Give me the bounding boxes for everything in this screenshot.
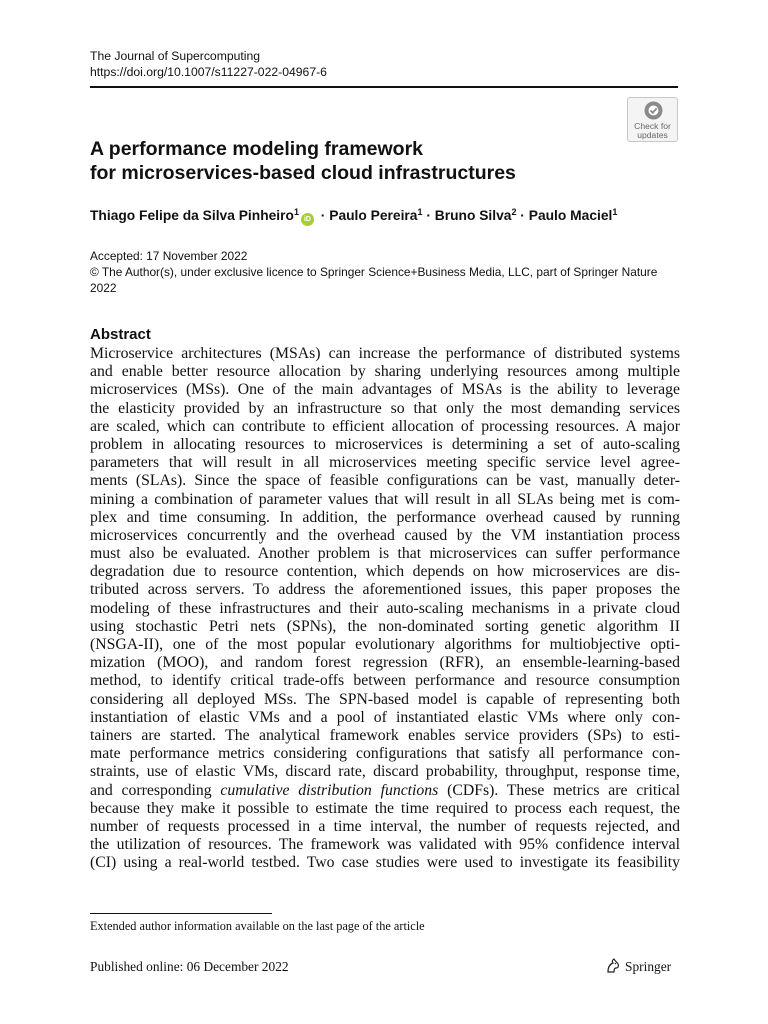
abstract-text: and corresponding (90, 781, 212, 799)
author-affiliation: 2 (511, 207, 517, 217)
author-name[interactable]: Bruno Silva (434, 208, 512, 223)
abstract-line: (CI) using a real-world testbed. Two case studies were used to investigate its feasibility (90, 854, 680, 872)
author-name[interactable]: Paulo Pereira (329, 208, 418, 223)
abstract-line: (NSGA-II), one of the most popular evolutionary algorithms for multiobjective opti- (90, 636, 680, 653)
author-name[interactable]: Thiago Felipe da Silva Pinheiro (90, 208, 294, 223)
abstract-line: modeling of these infrastructures and their auto-scaling mechanisms in a private cloud (90, 599, 680, 617)
badge-line-1: Check for (634, 121, 671, 131)
abstract-line: ments (SLAs). Since the space of feasible configurations can be vast, manually deter- (90, 472, 680, 490)
journal-name: The Journal of Supercomputing (90, 49, 261, 63)
author-separator: · (520, 208, 525, 223)
accepted-date: Accepted: 17 November 2022 (90, 249, 248, 263)
abstract-line: plex and time consuming. In addition, the performance overhead caused by running (90, 508, 680, 526)
check-for-updates-icon (644, 101, 663, 120)
abstract-line: the elasticity provided by an infrastructure so that only the most demanding services (90, 399, 680, 417)
article-meta (90, 248, 678, 296)
author-affiliation: 1 (417, 207, 423, 217)
abstract-line: Microservice architectures (MSAs) can increase the performance of distributed systems (90, 345, 680, 362)
paper-title (90, 138, 516, 185)
abstract-line: microservices (MSs). One of the main advantages of MSAs is the ability to leverage (90, 381, 680, 399)
title-line-2: for microservices-based cloud infrastructures (90, 161, 516, 184)
check-for-updates-badge[interactable] (627, 97, 678, 142)
abstract-line: degradation due to resource contention, which depends on how microservices are dis- (90, 563, 680, 581)
header-rule (90, 86, 678, 88)
author-list (90, 207, 617, 226)
doi-link[interactable]: https://doi.org/10.1007/s11227-022-04967-6 (90, 65, 327, 79)
author-affiliation: 1 (293, 207, 299, 217)
abstract-line: straints, use of elastic VMs, discard rate, discard probability, throughput, response time, (90, 763, 680, 781)
abstract-line: microservices concurrently and the overhead caused by the VM instantiation process (90, 526, 680, 544)
badge-label (628, 122, 677, 140)
abstract-body (90, 345, 680, 872)
abstract-line: considering all deployed MSs. The SPN-based model is capable of representing both (90, 690, 680, 708)
copyright-year: 2022 (90, 281, 117, 295)
copyright-line: © The Author(s), under exclusive licence to Springer Science+Business Media, LLC, part of Springer Nature (90, 265, 658, 279)
author-affiliation: 1 (612, 207, 618, 217)
footnote-rule (90, 913, 272, 914)
abstract-line: must also be evaluated. Another problem is that microservices can suffer performance (90, 545, 680, 563)
author-separator: · (320, 208, 326, 223)
abstract-line: mization (MOO), and random forest regression (RFR), an ensemble-learning-based (90, 654, 680, 672)
abstract-line: and enable better resource allocation by sharing underlying resources among multiple (90, 363, 680, 381)
springer-logo[interactable] (605, 958, 671, 975)
abstract-line: problem in allocating resources to microservices is determining a set of auto-scaling (90, 435, 680, 453)
published-date: Published online: 06 December 2022 (90, 959, 289, 974)
abstract-line: mate performance metrics considering configurations that satisfy all performance con- (90, 745, 680, 763)
abstract-line: mining a combination of parameter values that will result in all SLAs being met is com- (90, 490, 680, 508)
abstract-heading: Abstract (90, 326, 151, 343)
author-name[interactable]: Paulo Maciel (528, 208, 613, 223)
abstract-line-mixed (90, 782, 680, 800)
footnote: Extended author information available on the last page of the article (90, 919, 425, 933)
abstract-italic-term: cumulative distribution functions (220, 781, 439, 799)
abstract-line: number of requests processed in a time interval, the number of requests rejected, and (90, 817, 680, 835)
abstract-line: instantiation of elastic VMs and a pool of instantiated elastic VMs where only con- (90, 708, 680, 726)
abstract-line: tainers are started. The analytical framework enables service providers (SPs) to esti- (90, 726, 680, 744)
author-separator: · (426, 208, 431, 223)
abstract-line: because they make it possible to estimate the time required to process each request, the (90, 799, 680, 817)
abstract-line: tributed across servers. To address the aforementioned issues, this paper proposes the (90, 581, 680, 599)
journal-header (90, 48, 327, 80)
abstract-line: method, to identify critical trade-offs between performance and resource consumption (90, 672, 680, 690)
springer-horse-icon (605, 958, 621, 974)
abstract-text: (CDFs). These metrics are critical (447, 781, 681, 799)
abstract-line: are scaled, which can contribute to efficient allocation of processing resources. A major (90, 417, 680, 435)
badge-line-2: updates (637, 130, 668, 140)
title-line-1: A performance modeling framework (90, 138, 424, 160)
springer-label: Springer (625, 959, 672, 974)
abstract-line: using stochastic Petri nets (SPNs), the non-dominated sorting genetic algorithm II (90, 617, 680, 635)
orcid-icon[interactable]: iD (301, 213, 314, 226)
abstract-line: the utilization of resources. The framework was validated with 95% confidence interval (90, 836, 680, 854)
abstract-line: parameters that will result in all microservices meeting specific service level agree- (90, 454, 680, 472)
